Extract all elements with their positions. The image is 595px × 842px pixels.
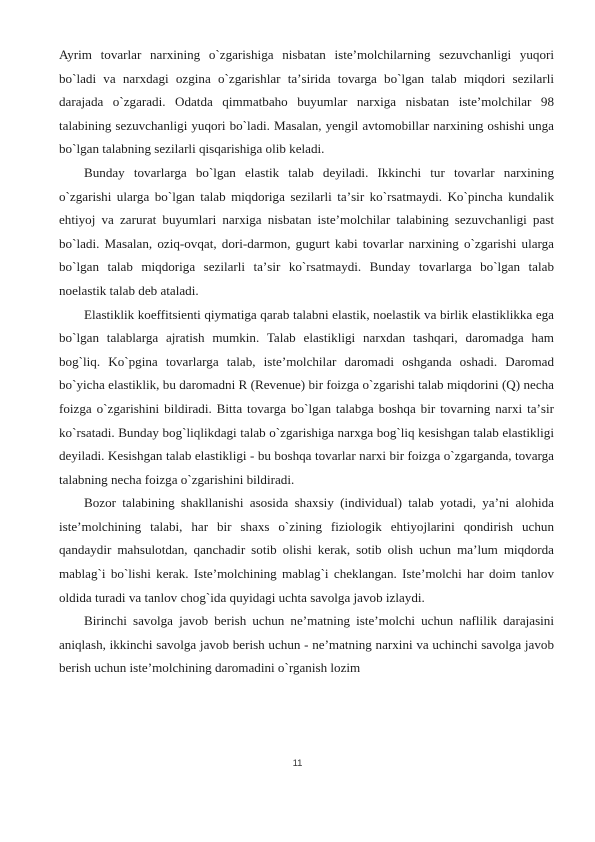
paragraph-2: Bunday tovarlarga bo`lgan elastik talab deyiladi. Ikkinchi tur tovarlar narxining o`zgarishi ularga bo`lgan talab miqdoriga sezilarli taʼsir ko`rsatmaydi. Ko`pincha kundalik ehtiyoj va zarurat buyumlari narxiga nisbatan isteʼmolchilar talabining sezuvchanligi past bo`ladi. Masalan, oziq-ovqat, dori-darmon, gugurt kabi tovarlar narxining o`zgarishi ularga bo`lgan talab miqdoriga sezilarli taʼsir ko`rsatmaydi. Bunday tovarlarga bo`lgan talab noelastik talab deb ataladi. [59, 164, 554, 298]
document-body [59, 43, 554, 680]
paragraph-5: Birinchi savolga javob berish uchun neʼmatning isteʼmolchi uchun naflilik darajasini aniqlash, ikkinchi savolga javob berish uchun - neʼmatning narxini va uchinchi savolga javob berish uchun isteʼmolchining daromadini o`rganish lozim [59, 613, 554, 676]
paragraph-1: Ayrim tovarlar narxining o`zgarishiga nisbatan isteʼmolchilarning sezuvchanligi yuqori bo`ladi va narxdagi ozgina o`zgarishlar taʼsirida tovarga bo`lgan talab miqdori sezilarli darajada o`zgaradi. Odatda qimmatbaho buyumlar narxiga nisbatan isteʼmolchilar 98 talabining sezuvchanligi yuqori bo`ladi. Masalan, yengil avtomobillar narxining oshishi unga bo`lgan talabning sezilarli qisqarishiga olib keladi. [59, 47, 554, 157]
page-number: 11 [292, 758, 303, 769]
paragraph-3: Elastiklik koeffitsienti qiymatiga qarab talabni elastik, noelastik va birlik elastiklikka ega bo`lgan talablarga ajratish mumkin. Talab elastikligi narxdan tashqari, daromadga ham bog`liq. Ko`pgina tovarlarga talab, isteʼmolchilar daromadi oshganda oshadi. Daromad bo`yicha elastiklik, bu daromadni R (Revenue) bir foizga o`zgarishi talab miqdorini (Q) necha foizga o`zgarishini bildiradi. Bitta tovarga bo`lgan talabga boshqa bir tovarning narxi taʼsir ko`rsatadi. Bunday bog`liqlikdagi talab o`zgarishiga narxga bog`liq kesishgan talab elastikligi deyiladi. Kesishgan talab elastikligi - bu boshqa tovarlar narxi bir foizga o`zgarganda, tovarga talabning necha foizga o`zgarishini bildiradi. [59, 306, 554, 487]
paragraph-4: Bozor talabining shakllanishi asosida shaxsiy (individual) talab yotadi, yaʼni alohida isteʼmolchining talabi, har bir shaxs o`zining fiziologik ehtiyojlarini qondirish uchun qandaydir mahsulotdan, qanchadir sotib olishi kerak, sotib olish uchun maʼlum miqdorda mablag`i bo`lishi kerak. Isteʼmolchining mablag`i cheklangan. Isteʼmolchi har doim tanlov oldida turadi va tanlov chog`ida quyidagi uchta savolga javob izlaydi. [59, 495, 554, 605]
